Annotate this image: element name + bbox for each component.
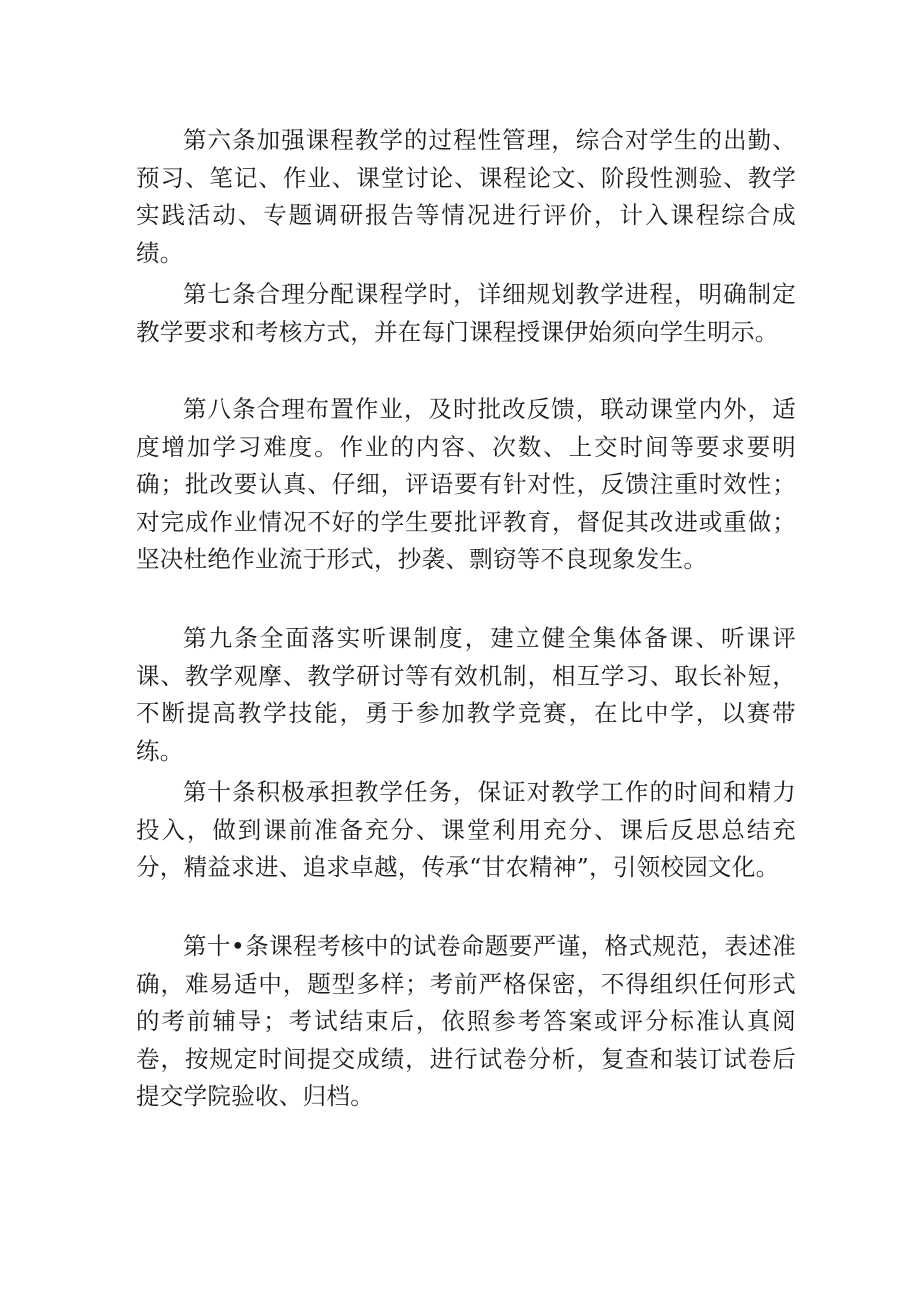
article-11-paragraph: 第十•条课程考核中的试卷命题要严谨，格式规范，表述准确，难易适中，题型多样；考前严格保密，不得组织任何形式的考前辅导；考试结束后，依照参考答案或评分标准认真阅卷，按规定时间提交成绩，进行试卷分析，复查和装订试卷后提交学院验收、归档。 [136, 932, 796, 1110]
article-7-paragraph: 第七条合理分配课程学时，详细规划教学进程，明确制定教学要求和考核方式，并在每门课程授课伊始须向学生明示。 [136, 280, 796, 346]
article-10-paragraph: 第十条积极承担教学任务，保证对教学工作的时间和精力投入，做到课前准备充分、课堂利用充分、课后反思总结充分，精益求进、追求卓越，传承“甘农精神”，引领校园文化。 [136, 778, 796, 881]
article-8-paragraph: 第八条合理布置作业，及时批改反馈，联动课堂内外，适度增加学习难度。作业的内容、次数、上交时间等要求要明确；批改要认真、仔细，评语要有针对性，反馈注重时效性；对完成作业情况不好的学生要批评教育，督促其改进或重做；坚决杜绝作业流于形式，抄袭、剽窃等不良现象发生。 [136, 395, 796, 573]
article-9-paragraph: 第九条全面落实听课制度，建立健全集体备课、听课评课、教学观摩、教学研讨等有效机制，相互学习、取长补短，不断提高教学技能，勇于参加教学竞赛，在比中学，以赛带练。 [136, 624, 796, 765]
article-6-paragraph: 第六条加强课程教学的过程性管理，综合对学生的出勤、预习、笔记、作业、课堂讨论、课程论文、阶段性测验、教学实践活动、专题调研报告等情况进行评价，计入课程综合成绩。 [136, 126, 796, 267]
